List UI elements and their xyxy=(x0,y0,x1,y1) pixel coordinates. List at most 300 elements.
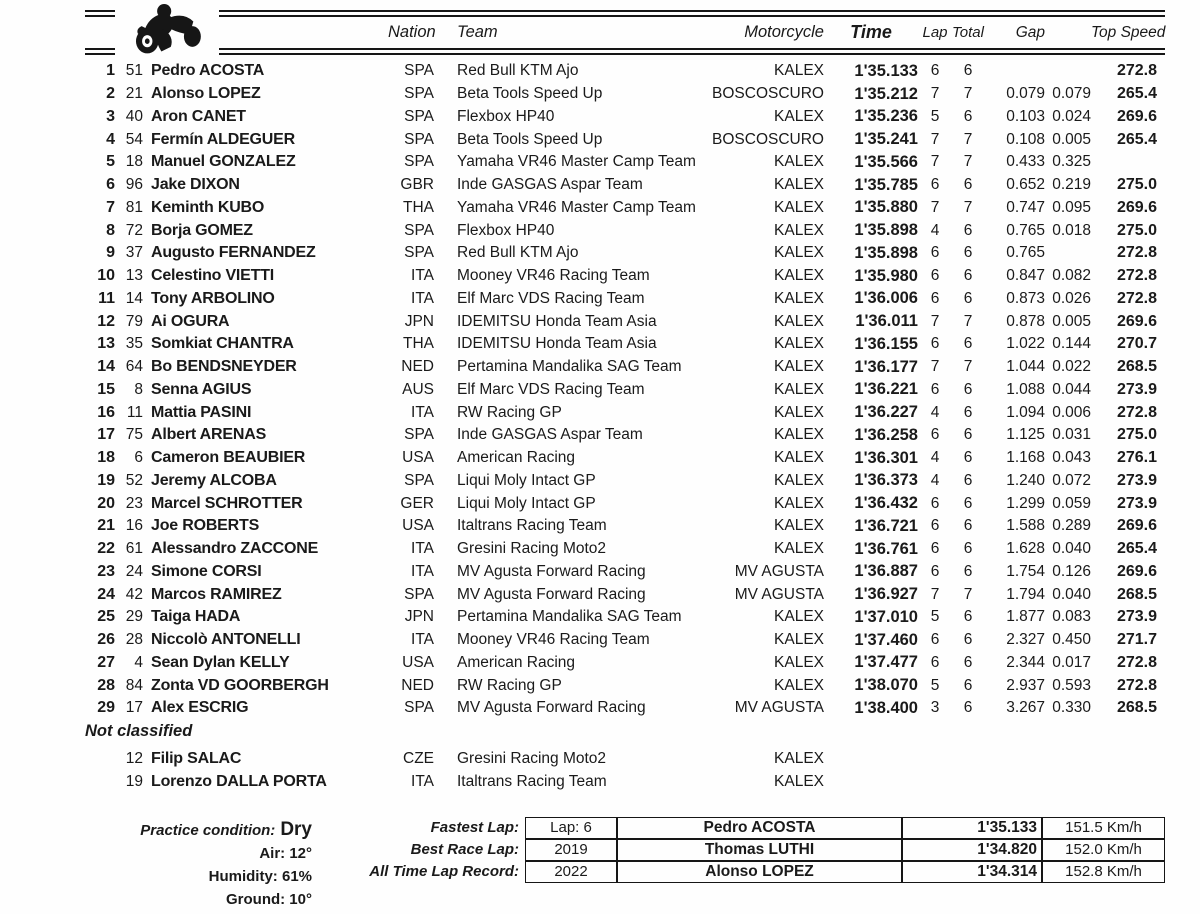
top-speed: 276.1 xyxy=(1116,449,1157,467)
position: 8 xyxy=(106,221,115,239)
lap-number: 4 xyxy=(930,449,940,467)
rider-name: Marcel SCHROTTER xyxy=(151,494,303,512)
motorcycle: KALEX xyxy=(774,176,824,194)
gap-to-prev: 0.017 xyxy=(1052,653,1091,671)
col-header-nation: Nation xyxy=(388,23,436,41)
total-laps: 6 xyxy=(963,221,973,239)
team: Italtrans Racing Team xyxy=(457,517,607,535)
total-laps: 6 xyxy=(963,380,973,398)
gap-to-prev: 0.144 xyxy=(1052,335,1091,353)
rider-number: 8 xyxy=(134,380,143,398)
lap-number: 6 xyxy=(930,335,940,353)
top-speed: 271.7 xyxy=(1116,631,1157,649)
total-laps: 6 xyxy=(963,335,973,353)
motorcycle: KALEX xyxy=(774,449,824,467)
team: Elf Marc VDS Racing Team xyxy=(457,289,645,307)
rider-name: Bo BENDSNEYDER xyxy=(151,358,297,376)
rider-number: 18 xyxy=(125,153,143,171)
team: MV Agusta Forward Racing xyxy=(457,585,646,603)
rider-name: Aron CANET xyxy=(151,107,246,125)
gap-to-first: 1.168 xyxy=(1006,449,1045,467)
team: Mooney VR46 Racing Team xyxy=(457,631,650,649)
motorcycle: KALEX xyxy=(774,107,824,125)
result-row xyxy=(85,697,1165,720)
rider-number: 42 xyxy=(125,585,143,603)
lap-number: 4 xyxy=(930,403,940,421)
nation: GBR xyxy=(400,176,434,194)
total-laps: 7 xyxy=(963,358,973,376)
nation: SPA xyxy=(404,62,434,80)
gap-to-prev: 0.043 xyxy=(1052,449,1091,467)
result-row xyxy=(85,771,1165,794)
rider-name: Borja GOMEZ xyxy=(151,221,253,239)
top-speed: 269.6 xyxy=(1116,107,1157,125)
col-header-lap: Lap xyxy=(922,24,948,41)
motorcycle: KALEX xyxy=(774,540,824,558)
rider-name: Albert ARENAS xyxy=(151,426,267,444)
position: 24 xyxy=(97,585,115,603)
motorcycle: KALEX xyxy=(774,471,824,489)
team: Italtrans Racing Team xyxy=(457,772,607,790)
rider-name: Niccolò ANTONELLI xyxy=(151,631,301,649)
lap-number: 6 xyxy=(930,289,940,307)
team: Yamaha VR46 Master Camp Team xyxy=(457,198,696,216)
team: American Racing xyxy=(457,449,576,467)
motorcycle: KALEX xyxy=(774,631,824,649)
position: 27 xyxy=(97,653,115,671)
rider-number: 12 xyxy=(125,750,143,768)
top-speed: 265.4 xyxy=(1116,540,1157,558)
top-speed: 272.8 xyxy=(1116,403,1157,421)
team: Mooney VR46 Racing Team xyxy=(457,267,650,285)
lap-time: 1'36.155 xyxy=(854,334,918,353)
motorcycle: KALEX xyxy=(774,750,824,768)
top-speed: 265.4 xyxy=(1116,85,1157,103)
motorcycle: KALEX xyxy=(774,267,824,285)
motorcycle: KALEX xyxy=(774,153,824,171)
rider-name: Keminth KUBO xyxy=(151,198,265,216)
record-time: 1'34.820 xyxy=(902,839,1042,861)
rider-number: 37 xyxy=(125,244,143,262)
total-laps: 6 xyxy=(963,449,973,467)
total-laps: 7 xyxy=(963,85,973,103)
result-row xyxy=(85,447,1165,470)
gap-to-prev: 0.059 xyxy=(1052,494,1091,512)
nation: THA xyxy=(403,335,434,353)
team: Liqui Moly Intact GP xyxy=(457,494,596,512)
lap-number: 6 xyxy=(930,631,940,649)
team: Elf Marc VDS Racing Team xyxy=(457,380,645,398)
top-speed: 273.9 xyxy=(1116,380,1157,398)
gap-to-first: 1.088 xyxy=(1006,380,1045,398)
top-speed: 269.6 xyxy=(1116,562,1157,580)
nation: USA xyxy=(402,449,434,467)
total-laps: 6 xyxy=(963,176,973,194)
motorcycle: MV AGUSTA xyxy=(734,562,824,580)
nation: ITA xyxy=(411,562,434,580)
nation: SPA xyxy=(404,107,434,125)
result-row xyxy=(85,379,1165,402)
gap-to-first: 1.754 xyxy=(1006,562,1045,580)
rider-number: 96 xyxy=(125,176,143,194)
lap-number: 7 xyxy=(930,312,940,330)
gap-to-prev: 0.005 xyxy=(1052,312,1091,330)
lap-time: 1'36.927 xyxy=(854,585,918,604)
total-laps: 6 xyxy=(963,631,973,649)
result-row xyxy=(85,288,1165,311)
rider-name: Alex ESCRIG xyxy=(151,699,249,717)
nation: ITA xyxy=(411,289,434,307)
gap-to-prev: 0.450 xyxy=(1052,631,1091,649)
gap-to-first: 0.108 xyxy=(1006,130,1045,148)
lap-number: 6 xyxy=(930,494,940,512)
top-speed: 273.9 xyxy=(1116,471,1157,489)
lap-time: 1'36.761 xyxy=(854,539,918,558)
position: 12 xyxy=(97,312,115,330)
motorcycle: KALEX xyxy=(774,426,824,444)
gap-to-prev: 0.593 xyxy=(1052,676,1091,694)
rider-number: 40 xyxy=(125,107,143,125)
total-laps: 6 xyxy=(963,653,973,671)
gap-to-prev: 0.031 xyxy=(1052,426,1091,444)
rider-number: 64 xyxy=(125,358,143,376)
rider-name: Zonta VD GOORBERGH xyxy=(151,676,329,694)
rider-number: 61 xyxy=(125,540,143,558)
gap-to-first: 1.299 xyxy=(1006,494,1045,512)
col-header-top-speed: Top Speed xyxy=(1091,23,1166,41)
rider-name: Alonso LOPEZ xyxy=(151,85,261,103)
result-row xyxy=(85,106,1165,129)
rider-number: 17 xyxy=(125,699,143,717)
gap-to-first: 0.079 xyxy=(1006,85,1045,103)
lap-time: 1'35.785 xyxy=(854,175,918,194)
position: 14 xyxy=(97,358,115,376)
result-row xyxy=(85,128,1165,151)
gap-to-prev: 0.219 xyxy=(1052,176,1091,194)
team: Pertamina Mandalika SAG Team xyxy=(457,608,682,626)
record-reference: 2022 xyxy=(525,861,617,883)
result-row xyxy=(85,492,1165,515)
result-row xyxy=(85,265,1165,288)
total-laps: 6 xyxy=(963,540,973,558)
not-classified-rows xyxy=(85,748,1165,794)
team: Gresini Racing Moto2 xyxy=(457,750,607,768)
position: 3 xyxy=(106,107,115,125)
motorcycle: MV AGUSTA xyxy=(734,699,824,717)
total-laps: 6 xyxy=(963,107,973,125)
nation: THA xyxy=(403,198,434,216)
position: 21 xyxy=(97,517,115,535)
nation: SPA xyxy=(404,244,434,262)
gap-to-prev: 0.040 xyxy=(1052,585,1091,603)
gap-to-first: 1.588 xyxy=(1006,517,1045,535)
record-time: 1'34.314 xyxy=(902,861,1042,883)
position: 26 xyxy=(97,631,115,649)
table-header xyxy=(85,17,1165,48)
gap-to-prev: 0.026 xyxy=(1052,289,1091,307)
result-row xyxy=(85,748,1165,771)
position: 10 xyxy=(97,267,115,285)
top-speed: 272.8 xyxy=(1116,289,1157,307)
gap-to-first: 2.344 xyxy=(1006,653,1045,671)
position: 25 xyxy=(97,608,115,626)
gap-to-first: 2.327 xyxy=(1006,631,1045,649)
top-speed: 272.8 xyxy=(1116,244,1157,262)
lap-time: 1'36.006 xyxy=(854,289,918,308)
team: Pertamina Mandalika SAG Team xyxy=(457,358,682,376)
position: 29 xyxy=(97,699,115,717)
team: Yamaha VR46 Master Camp Team xyxy=(457,153,696,171)
record-label: All Time Lap Record: xyxy=(369,863,519,880)
lap-number: 7 xyxy=(930,85,940,103)
total-laps: 6 xyxy=(963,517,973,535)
rider-name: Manuel GONZALEZ xyxy=(151,153,296,171)
gap-to-first: 1.125 xyxy=(1006,426,1045,444)
result-row xyxy=(85,583,1165,606)
gap-to-first: 0.878 xyxy=(1006,312,1045,330)
gap-to-first: 0.847 xyxy=(1006,267,1045,285)
gap-to-prev: 0.330 xyxy=(1052,699,1091,717)
result-row xyxy=(85,515,1165,538)
team: IDEMITSU Honda Team Asia xyxy=(457,335,657,353)
gap-to-first: 1.794 xyxy=(1006,585,1045,603)
motorcycle: KALEX xyxy=(774,289,824,307)
result-row xyxy=(85,538,1165,561)
result-row xyxy=(85,333,1165,356)
not-classified-label: Not classified xyxy=(85,721,193,740)
top-speed: 272.8 xyxy=(1116,653,1157,671)
position: 11 xyxy=(98,289,115,307)
col-header-gap: Gap xyxy=(1015,23,1045,41)
motorcycle: BOSCOSCURO xyxy=(712,85,824,103)
rider-number: 52 xyxy=(125,471,143,489)
lap-number: 6 xyxy=(930,244,940,262)
position: 1 xyxy=(106,62,115,80)
motorcycle: KALEX xyxy=(774,494,824,512)
gap-to-first: 0.103 xyxy=(1006,107,1045,125)
record-speed: 152.8 Km/h xyxy=(1042,861,1165,883)
top-speed: 270.7 xyxy=(1116,335,1157,353)
top-speed: 269.6 xyxy=(1116,312,1157,330)
lap-time: 1'38.070 xyxy=(854,676,918,695)
lap-number: 7 xyxy=(930,198,940,216)
rider-number: 14 xyxy=(125,289,143,307)
lap-time: 1'36.887 xyxy=(854,562,918,581)
gap-to-first: 1.628 xyxy=(1006,540,1045,558)
total-laps: 6 xyxy=(963,494,973,512)
top-speed: 269.6 xyxy=(1116,517,1157,535)
gap-to-first: 1.877 xyxy=(1006,608,1045,626)
rider-name: Jake DIXON xyxy=(151,176,240,194)
motorcycle: KALEX xyxy=(774,517,824,535)
lap-time: 1'37.010 xyxy=(854,607,918,626)
nation: SPA xyxy=(404,699,434,717)
gap-to-first: 0.765 xyxy=(1006,244,1045,262)
lap-number: 6 xyxy=(930,540,940,558)
team: MV Agusta Forward Racing xyxy=(457,699,646,717)
lap-number: 6 xyxy=(930,267,940,285)
gap-to-prev: 0.325 xyxy=(1052,153,1091,171)
practice-condition-value: Dry xyxy=(280,819,312,840)
team: American Racing xyxy=(457,653,576,671)
record-rider: Alonso LOPEZ xyxy=(617,861,902,883)
lap-number: 6 xyxy=(930,176,940,194)
lap-number: 6 xyxy=(930,653,940,671)
lap-number: 6 xyxy=(930,517,940,535)
position: 13 xyxy=(97,335,115,353)
lap-time: 1'35.212 xyxy=(854,84,918,103)
result-row xyxy=(85,652,1165,675)
gap-to-prev: 0.082 xyxy=(1052,267,1091,285)
top-speed: 275.0 xyxy=(1116,176,1157,194)
gap-to-first: 0.747 xyxy=(1006,198,1045,216)
top-speed: 272.8 xyxy=(1116,267,1157,285)
result-row xyxy=(85,60,1165,83)
lap-time: 1'36.227 xyxy=(854,403,918,422)
nation: ITA xyxy=(411,631,434,649)
result-row xyxy=(85,424,1165,447)
rider-name: Ai OGURA xyxy=(151,312,230,330)
gap-to-prev: 0.018 xyxy=(1052,221,1091,239)
total-laps: 7 xyxy=(963,153,973,171)
team: RW Racing GP xyxy=(457,676,562,694)
nation: ITA xyxy=(411,267,434,285)
lap-number: 3 xyxy=(930,699,940,717)
nation: NED xyxy=(401,676,434,694)
position: 17 xyxy=(97,426,115,444)
rider-name: Cameron BEAUBIER xyxy=(151,449,306,467)
gap-to-prev: 0.072 xyxy=(1052,471,1091,489)
total-laps: 7 xyxy=(963,130,973,148)
team: Liqui Moly Intact GP xyxy=(457,471,596,489)
gap-to-first: 1.094 xyxy=(1006,403,1045,421)
team: MV Agusta Forward Racing xyxy=(457,562,646,580)
gap-to-first: 1.044 xyxy=(1006,358,1045,376)
motorcycle: KALEX xyxy=(774,62,824,80)
nation: JPN xyxy=(404,312,434,330)
col-header-total: Total xyxy=(952,24,984,41)
total-laps: 6 xyxy=(963,471,973,489)
result-row xyxy=(85,356,1165,379)
lap-time: 1'36.373 xyxy=(854,471,918,490)
result-row xyxy=(85,561,1165,584)
position: 18 xyxy=(97,449,115,467)
team: Flexbox HP40 xyxy=(457,221,555,239)
motorcycle: KALEX xyxy=(774,358,824,376)
nation: SPA xyxy=(404,426,434,444)
gap-to-prev: 0.095 xyxy=(1052,198,1091,216)
rider-name: Jeremy ALCOBA xyxy=(151,471,277,489)
nation: GER xyxy=(400,494,434,512)
gap-to-first: 1.022 xyxy=(1006,335,1045,353)
rider-name: Mattia PASINI xyxy=(151,403,252,421)
nation: CZE xyxy=(403,750,434,768)
rider-name: Marcos RAMIREZ xyxy=(151,585,282,603)
top-speed: 275.0 xyxy=(1116,426,1157,444)
rider-number: 72 xyxy=(125,221,143,239)
nation: SPA xyxy=(404,221,434,239)
gap-to-first: 2.937 xyxy=(1006,676,1045,694)
total-laps: 6 xyxy=(963,62,973,80)
lap-time: 1'36.301 xyxy=(854,448,918,467)
gap-to-first: 1.240 xyxy=(1006,471,1045,489)
rider-name: Lorenzo DALLA PORTA xyxy=(151,772,327,790)
result-row xyxy=(85,174,1165,197)
result-row xyxy=(85,606,1165,629)
humidity: Humidity: 61% xyxy=(208,868,312,885)
motorcycle: KALEX xyxy=(774,198,824,216)
rider-number: 75 xyxy=(125,426,143,444)
nation: USA xyxy=(402,653,434,671)
motorcycle: KALEX xyxy=(774,244,824,262)
gap-to-prev: 0.022 xyxy=(1052,358,1091,376)
nation: ITA xyxy=(411,403,434,421)
lap-number: 6 xyxy=(930,380,940,398)
header-top-rule xyxy=(85,10,1165,17)
position: 20 xyxy=(97,494,115,512)
gap-to-prev: 0.289 xyxy=(1052,517,1091,535)
total-laps: 6 xyxy=(963,244,973,262)
top-speed: 269.6 xyxy=(1116,198,1157,216)
record-row xyxy=(80,839,1165,861)
lap-time: 1'37.477 xyxy=(854,653,918,672)
position: 4 xyxy=(106,130,115,148)
team: Red Bull KTM Ajo xyxy=(457,62,579,80)
nation: SPA xyxy=(404,153,434,171)
rider-name: Somkiat CHANTRA xyxy=(151,335,294,353)
lap-time: 1'35.880 xyxy=(854,198,918,217)
motorcycle: KALEX xyxy=(774,403,824,421)
total-laps: 6 xyxy=(963,676,973,694)
rider-number: 6 xyxy=(134,449,143,467)
lap-number: 4 xyxy=(930,471,940,489)
total-laps: 7 xyxy=(963,312,973,330)
total-laps: 6 xyxy=(963,403,973,421)
lap-time: 1'36.721 xyxy=(854,516,918,535)
col-header-motorcycle: Motorcycle xyxy=(744,23,824,41)
position: 28 xyxy=(97,676,115,694)
record-reference: 2019 xyxy=(525,839,617,861)
motorcycle: KALEX xyxy=(774,221,824,239)
result-row xyxy=(85,401,1165,424)
rider-number: 28 xyxy=(125,631,143,649)
nation: ITA xyxy=(411,772,434,790)
nation: SPA xyxy=(404,130,434,148)
team: Inde GASGAS Aspar Team xyxy=(457,176,643,194)
total-laps: 6 xyxy=(963,562,973,580)
team: Gresini Racing Moto2 xyxy=(457,540,607,558)
top-speed: 268.5 xyxy=(1116,358,1157,376)
gap-to-first: 0.873 xyxy=(1006,289,1045,307)
record-label: Best Race Lap: xyxy=(410,841,519,858)
lap-number: 5 xyxy=(930,608,940,626)
top-speed: 265.4 xyxy=(1116,130,1157,148)
team: Red Bull KTM Ajo xyxy=(457,244,579,262)
record-time: 1'35.133 xyxy=(902,817,1042,839)
team: IDEMITSU Honda Team Asia xyxy=(457,312,657,330)
result-row xyxy=(85,674,1165,697)
top-speed: 272.8 xyxy=(1116,62,1157,80)
rider-name: Fermín ALDEGUER xyxy=(151,130,295,148)
lap-time: 1'38.400 xyxy=(854,698,918,717)
rider-number: 16 xyxy=(125,517,143,535)
rider-name: Celestino VIETTI xyxy=(151,267,275,285)
result-row xyxy=(85,83,1165,106)
position: 19 xyxy=(97,471,115,489)
lap-time: 1'37.460 xyxy=(854,630,918,649)
lap-number: 5 xyxy=(930,676,940,694)
lap-time: 1'36.011 xyxy=(855,312,918,331)
